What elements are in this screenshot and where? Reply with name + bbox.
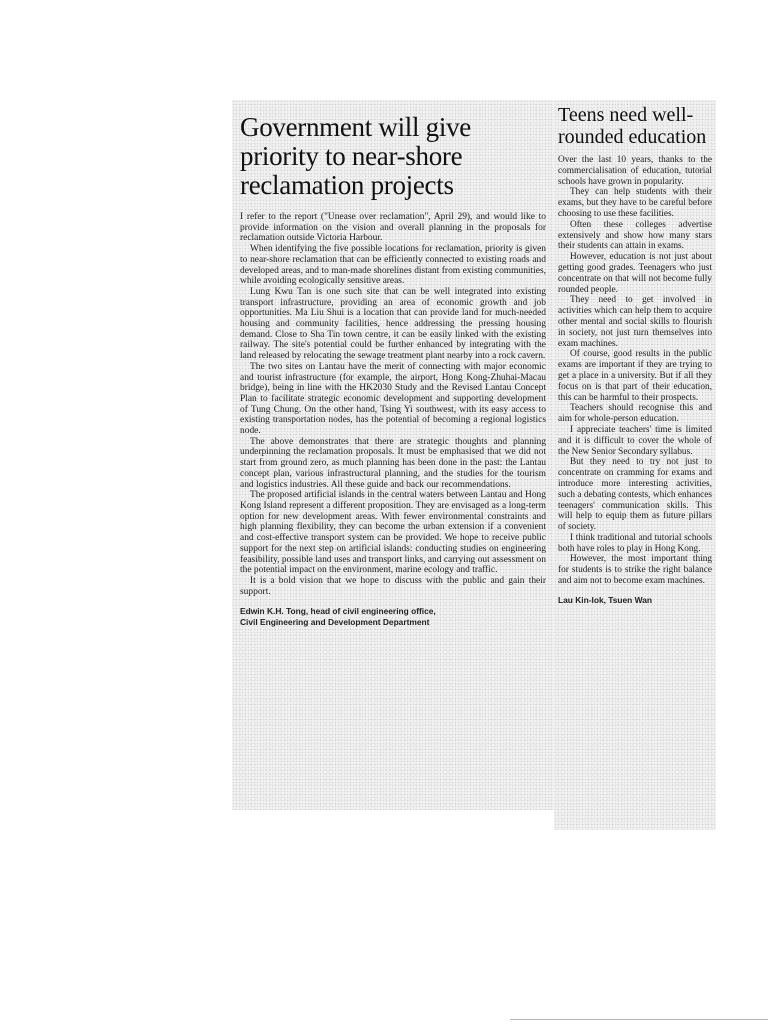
letter-paragraph: I think traditional and tutorial schools both have roles to play in Hong Kong. [558, 532, 712, 554]
teens-education-letter [558, 104, 712, 605]
letter-paragraph: However, the most important thing for students is to strike the right balance and aim not to become exam machines. [558, 554, 712, 587]
letter-headline: Teens need well-rounded education [558, 104, 707, 148]
government-reclamation-article [240, 113, 546, 628]
article-body [240, 212, 546, 597]
article-paragraph: The proposed artificial islands in the central waters between Lantau and Hong Kong Island represent a different proposition. They are envisaged as a long-term option for new development areas. With fewer environmental constraints and high planning flexibility, they can become the urban extension if a convenient and cost-effective transport system can be provided. We hope to receive public support for the next step on artificial islands: conducting studies on engineering feasibility, possible land uses and transport links, and carrying out assessment on the potential impact on the environment, marine ecology and traffic. [240, 490, 546, 576]
byline-organisation: Civil Engineering and Development Department [240, 617, 430, 628]
letter-paragraph: Of course, good results in the public exams are important if they are trying to get a place in a university. But if all they focus on is that part of their education, this can be harmful to their prospects. [558, 349, 712, 403]
letter-paragraph: Teachers should recognise this and aim for whole-person education. [558, 403, 712, 425]
article-paragraph: I refer to the report ("Unease over reclamation", April 29), and would like to provide information on the vision and overall planning in the proposals for reclamation outside Victoria Harbour. [240, 212, 546, 244]
article-paragraph: The two sites on Lantau have the merit of connecting with major economic and tourist infrastructure (for example, the airport, Hong Kong-Zhuhai-Macau bridge), being in line with the HK2030 Study and the Revised Lantau Concept Plan to facilitate strategic economic development and supporting development of Tung Chung. On the other hand, Tsing Yi southwest, with its easy access to existing transportation nodes, has the potential of becoming a regional logistics node. [240, 361, 546, 437]
letter-paragraph: I appreciate teachers' time is limited and it is difficult to cover the whole of the New Senior Secondary syllabus. [558, 424, 712, 457]
scan-edge-line [510, 1019, 768, 1020]
letter-paragraph: Often these colleges advertise extensively and show how many stars their students can attain in exams. [558, 219, 712, 252]
article-byline [240, 606, 546, 628]
letter-paragraph: However, education is not just about getting good grades. Teenagers who just concentrate on that will not become fully rounded people. [558, 252, 712, 295]
letter-paragraph: Over the last 10 years, thanks to the commercialisation of education, tutorial schools have grown in popularity. [558, 155, 712, 187]
byline-name: Edwin K.H. Tong, head of civil engineering office, [240, 606, 436, 617]
letter-paragraph: They need to get involved in activities which can help them to acquire other mental and social skills to flourish in society, not just turn themselves into exam machines. [558, 295, 712, 349]
article-headline: Government will give priority to near-shore reclamation projects [240, 112, 471, 200]
article-paragraph: Lung Kwu Tan is one such site that can be well integrated into existing transport infrastructure, providing an area of economic growth and job opportunities. Ma Liu Shui is a location that can provide land for much-needed housing and community facilities, hence addressing the pressing housing demand. Close to Sha Tin town centre, it can be easily linked with the existing railway. The site's potential could be further enhanced by integrating with the land released by relocating the sewage treatment plant nearby into a rock cavern. [240, 286, 546, 362]
letter-byline: Lau Kin-lok, Tsuen Wan [558, 594, 652, 605]
letter-body [558, 155, 712, 587]
article-paragraph: The above demonstrates that there are strategic thoughts and planning underpinning the reclamation proposals. It must be emphasised that we did not start from ground zero, as much planning has been done in the past: the Lantau concept plan, various infrastructural planning, and the studies for the tourism and logistics industries. All these guide and back our recommendations. [240, 436, 546, 490]
article-paragraph: It is a bold vision that we hope to discuss with the public and gain their support. [240, 575, 546, 597]
letter-paragraph: But they need to try not just to concentrate on cramming for exams and introduce more interesting activities, such a debating contests, which enhances teenagers' communication skills. This will help to equip them as future pillars of society. [558, 457, 712, 533]
letter-paragraph: They can help students with their exams, but they have to be careful before choosing to use these facilities. [558, 187, 712, 219]
article-paragraph: When identifying the five possible locations for reclamation, priority is given to near-shore reclamation that can be efficiently connected to existing roads and developed areas, and to man-made shorelines distant from existing communities, while avoiding ecologically sensitive areas. [240, 244, 546, 287]
